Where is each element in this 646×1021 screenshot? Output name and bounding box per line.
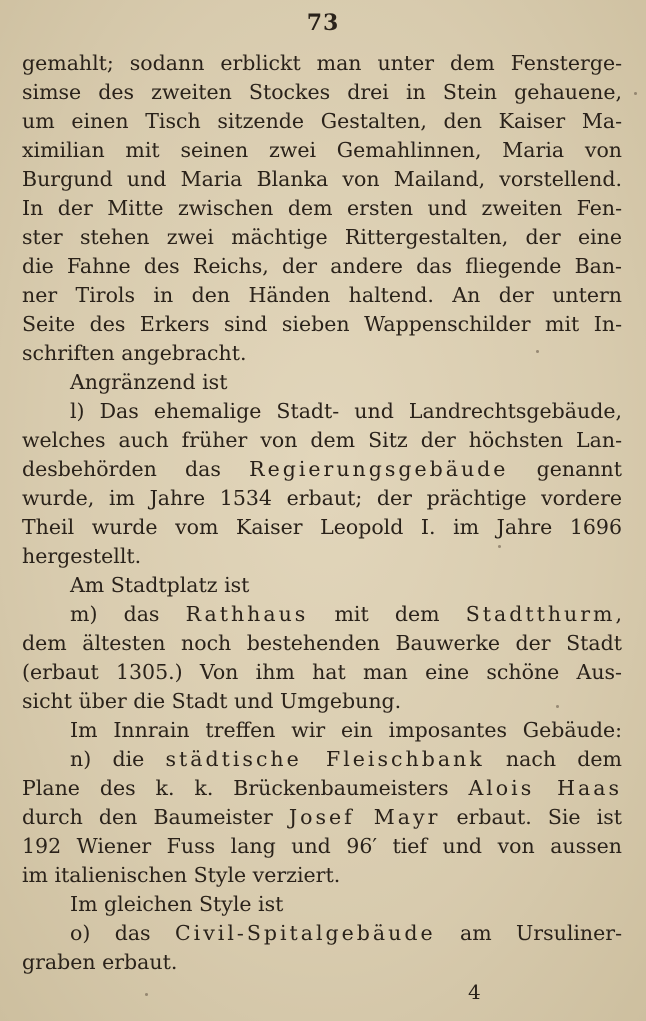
text-line: Burgund und Maria Blanka von Mailand, vorstellend.: [22, 167, 622, 191]
text-line: (erbaut 1305.) Von ihm hat man eine schöne Aus-: [22, 660, 622, 684]
building-name: Stadtthurm: [465, 602, 616, 626]
text-line: Im gleichen Style ist: [70, 892, 284, 916]
building-name: städtische Fleischbank: [165, 747, 485, 771]
text-line: hergestellt.: [22, 544, 142, 568]
text-line: im italienischen Style verziert.: [22, 863, 341, 887]
text-line: simse des zweiten Stockes drei in Stein gehauene,: [22, 80, 622, 104]
text-line: Im Innrain treffen wir ein imposantes Gebäude:: [70, 718, 622, 742]
text-line: graben erbaut.: [22, 950, 178, 974]
text-line: Angränzend ist: [70, 370, 228, 394]
text-line: Seite des Erkers sind sieben Wappenschilder mit In-: [22, 312, 622, 336]
text-line: welches auch früher von dem Sitz der höchsten Lan-: [22, 428, 622, 452]
text-line: wurde, im Jahre 1534 erbaut; der prächtige vordere: [22, 486, 622, 510]
text-line: um einen Tisch sitzende Gestalten, den Kaiser Ma-: [22, 109, 622, 133]
text-line: ster stehen zwei mächtige Rittergestalten, der eine: [22, 225, 622, 249]
text-line: dem ältesten noch bestehenden Bauwerke der Stadt: [22, 631, 622, 655]
body-text: [22, 49, 622, 977]
paper-speck: [556, 705, 559, 708]
text-line: gemahlt; sodann erblickt man unter dem Fensterge-: [22, 51, 622, 75]
text-line: Plane des k. k. Brückenbaumeisters Alois Haas: [22, 776, 622, 800]
page-number: 73: [306, 10, 340, 36]
text-line: desbehörden das Regierungsgebäude genannt: [22, 457, 622, 481]
building-name: Rathhaus: [185, 602, 309, 626]
building-name: Civil-Spitalgebäude: [174, 921, 436, 945]
text-line: In der Mitte zwischen dem ersten und zweiten Fen-: [22, 196, 622, 220]
text-line: 192 Wiener Fuss lang und 96′ tief und von aussen: [22, 834, 622, 858]
text-line: n) die städtische Fleischbank nach dem: [70, 747, 622, 771]
text-line: die Fahne des Reichs, der andere das fliegende Ban-: [22, 254, 622, 278]
text-line: schriften angebracht.: [22, 341, 247, 365]
paper-speck: [536, 350, 539, 353]
text-line: l) Das ehemalige Stadt- und Landrechtsgebäude,: [70, 399, 622, 423]
person-name: Alois Haas: [468, 776, 622, 800]
building-name: Regierungsgebäude: [249, 457, 509, 481]
paper-speck: [498, 545, 501, 548]
text-line: durch den Baumeister Josef Mayr erbaut. Sie ist: [22, 805, 622, 829]
signature-mark: 4: [468, 980, 481, 1004]
text-line: ner Tirols in den Händen haltend. An der untern: [22, 283, 622, 307]
text-line: m) das Rathhaus mit dem Stadtthurm,: [70, 602, 622, 626]
text-line: sicht über die Stadt und Umgebung.: [22, 689, 402, 713]
person-name: Josef Mayr: [288, 805, 441, 829]
text-line: ximilian mit seinen zwei Gemahlinnen, Maria von: [22, 138, 622, 162]
paper-speck: [145, 993, 148, 996]
text-line: Theil wurde vom Kaiser Leopold I. im Jahre 1696: [22, 515, 622, 539]
text-line: o) das Civil-Spitalgebäude am Ursuliner-: [70, 921, 622, 945]
text-line: Am Stadtplatz ist: [70, 573, 250, 597]
paper-speck: [634, 92, 637, 95]
